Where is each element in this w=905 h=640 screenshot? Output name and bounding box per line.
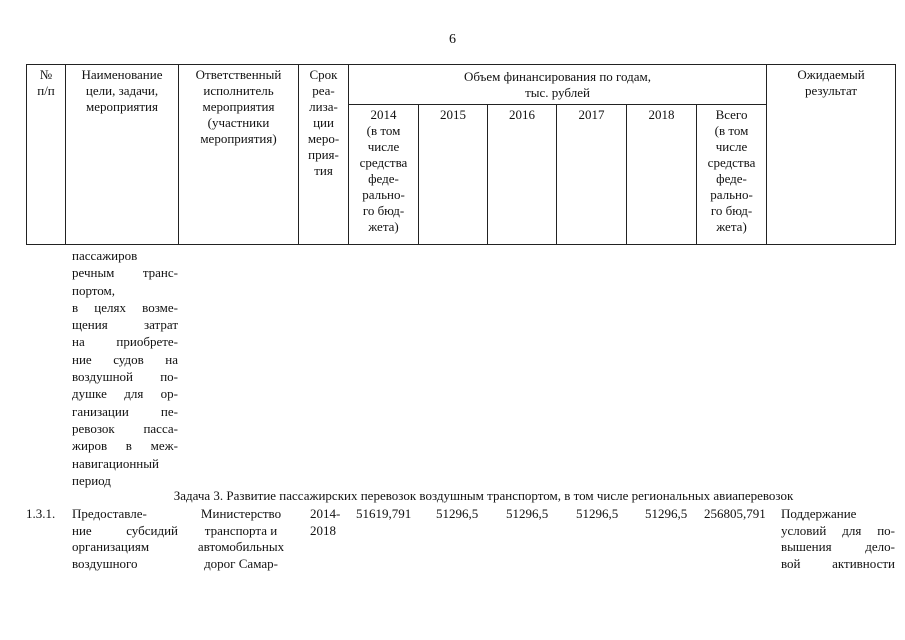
task-3-heading: Задача 3. Развитие пассажирских перевозок воздушным транспортом, в том числе региональных авиаперевозок — [173, 488, 794, 503]
row-1-3-1-num: 1.3.1. — [26, 506, 56, 521]
page-number: 6 — [449, 32, 456, 47]
header-col-funding: Объем финансирования по годам, тыс. рублей — [349, 65, 767, 105]
header-col-executor: Ответственный исполнитель мероприятия (участники мероприятия) — [179, 65, 299, 245]
row-1-3-1-value-2017: 51296,5 — [576, 506, 619, 521]
header-col-term: Срок реа- лиза- ции меро- прия- тия — [299, 65, 349, 245]
row-1-3-1-result: Поддержание условий для по- вышения дело- вой активности — [781, 506, 895, 571]
header-col-result: Ожидаемый результат — [767, 65, 896, 245]
continued-measure-text: пассажиров речным транс- портом, в целях возме- щения затрат на приобрете- ние судов на воздушной по- душке для ор- ганизации пе- ревозок пасса- жиров в меж- навигационный период — [72, 248, 178, 488]
header-col-num: № п/п — [27, 65, 66, 245]
row-1-3-1-term: 2014- 2018 — [310, 506, 341, 538]
header-year-2015: 2015 — [419, 105, 488, 245]
row-1-3-1-value-2014: 51619,791 — [356, 506, 412, 521]
header-year-2017: 2017 — [557, 105, 627, 245]
row-1-3-1-name: Предоставле- ние субсидий организациям воздушного — [72, 506, 178, 571]
row-1-3-1-value-2016: 51296,5 — [506, 506, 549, 521]
row-1-3-1-executor: Министерство транспорта и автомобильных дорог Самар- — [197, 506, 285, 571]
row-1-3-1-value-2015: 51296,5 — [436, 506, 479, 521]
header-col-name: Наименование цели, задачи, мероприятия — [66, 65, 179, 245]
table-header — [26, 64, 896, 245]
row-1-3-1-value-total: 256805,791 — [704, 506, 766, 521]
header-year-2018: 2018 — [627, 105, 697, 245]
header-year-2014: 2014 (в том числе средства феде- рально- го бюд- жета) — [349, 105, 419, 245]
row-1-3-1-value-2018: 51296,5 — [645, 506, 688, 521]
header-year-2016: 2016 — [488, 105, 557, 245]
header-total: Всего (в том числе средства феде- рально- го бюд- жета) — [697, 105, 767, 245]
